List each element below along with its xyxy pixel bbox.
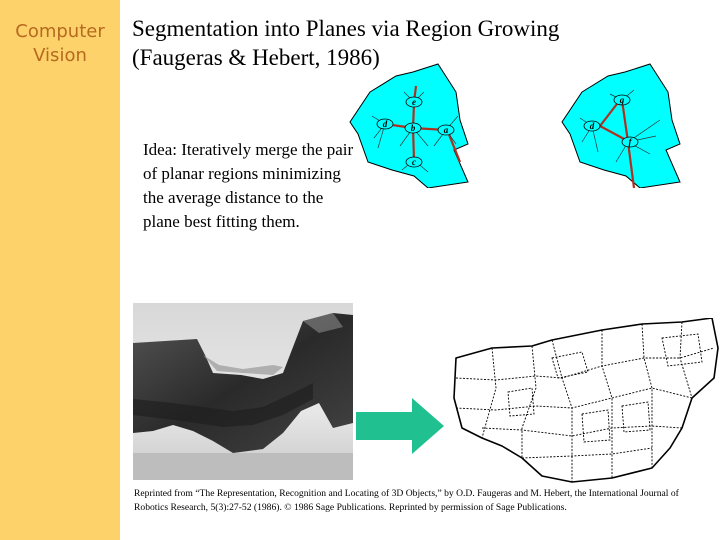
slide-title-line1: Segmentation into Planes via Region Growing (132, 16, 560, 41)
region-diagram-after (560, 62, 686, 188)
node-label-b: b (410, 123, 416, 133)
node-label-f: f (628, 137, 632, 147)
merged-region-area (562, 64, 680, 188)
node-label-g: g (619, 95, 625, 105)
node-label-c: c (412, 157, 416, 167)
slide-title-line2: (Faugeras & Hebert, 1986) (132, 45, 380, 70)
segmented-planes-drawing (452, 318, 720, 486)
node-label-e: e (412, 97, 416, 107)
arrow-right-icon (356, 398, 444, 454)
sidebar-title (0, 20, 120, 68)
node-label-a: a (443, 125, 449, 135)
node-label-d-merged: d (589, 121, 595, 131)
sidebar-title-line1: Computer (15, 21, 105, 42)
sidebar (0, 0, 120, 540)
image-credit-caption: Reprinted from “The Representation, Recognition and Locating of 3D Objects,” by O.D. Faugeras and M. Hebert, the International Journal of Robotics Research, 5(3):27-52 (1986). © 1986 Sage Publications. Reprinted by permission of Sage Publications. (134, 488, 679, 513)
object-photo (133, 303, 353, 480)
node-label-d: d (382, 119, 388, 129)
region-diagram-before (348, 62, 474, 188)
idea-text: Idea: Iteratively merge the pair of planar regions minimizing the average distance to the plane best fitting them. (143, 140, 354, 231)
sidebar-title-line2: Vision (33, 45, 87, 66)
